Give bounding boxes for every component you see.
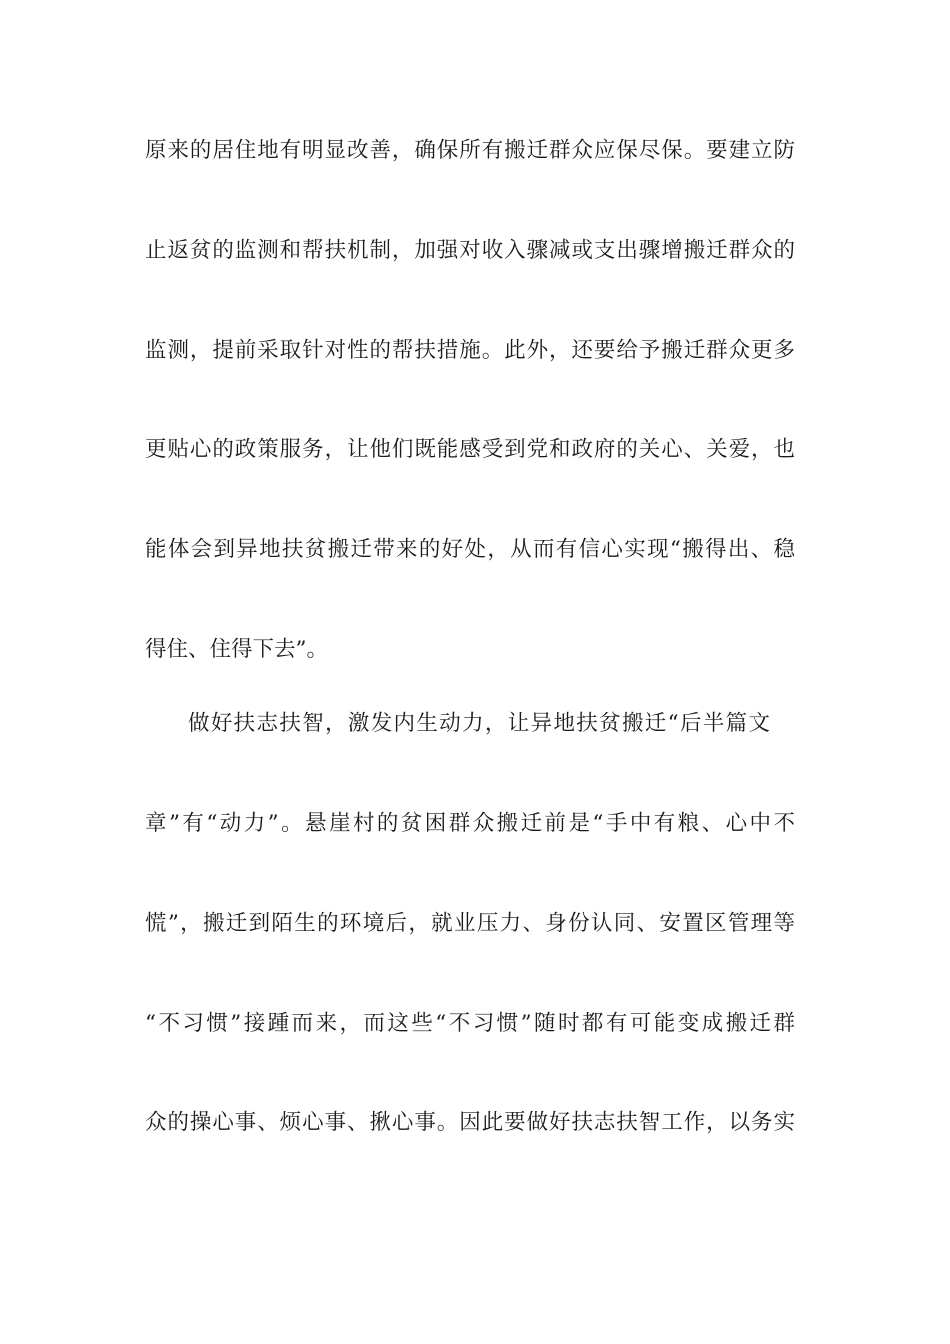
- paragraph-line: 能体会到异地扶贫搬迁带来的好处，从而有信心实现“搬得出、稳: [145, 537, 795, 562]
- paragraph-first-line: 做好扶志扶智，激发内生动力，让异地扶贫搬迁“后半篇文: [188, 711, 770, 736]
- paragraph-line: 原来的居住地有明显改善，确保所有搬迁群众应保尽保。要建立防: [145, 138, 795, 163]
- paragraph-line: 止返贫的监测和帮扶机制，加强对收入骤减或支出骤增搬迁群众的: [145, 238, 795, 263]
- paragraph-line: 慌”，搬迁到陌生的环境后，就业压力、身份认同、安置区管理等: [145, 911, 795, 936]
- paragraph-line: 章”有“动力”。悬崖村的贫困群众搬迁前是“手中有粮、心中不: [145, 811, 795, 836]
- paragraph-line: “不习惯”接踵而来，而这些“不习惯”随时都有可能变成搬迁群: [145, 1011, 795, 1036]
- paragraph-line: 更贴心的政策服务，让他们既能感受到党和政府的关心、关爱，也: [145, 437, 795, 462]
- paragraph-line: 众的操心事、烦心事、揪心事。因此要做好扶志扶智工作，以务实: [145, 1110, 795, 1135]
- paragraph-line: 监测，提前采取针对性的帮扶措施。此外，还要给予搬迁群众更多: [145, 338, 795, 363]
- paragraph-line: 得住、住得下去”。: [145, 637, 328, 662]
